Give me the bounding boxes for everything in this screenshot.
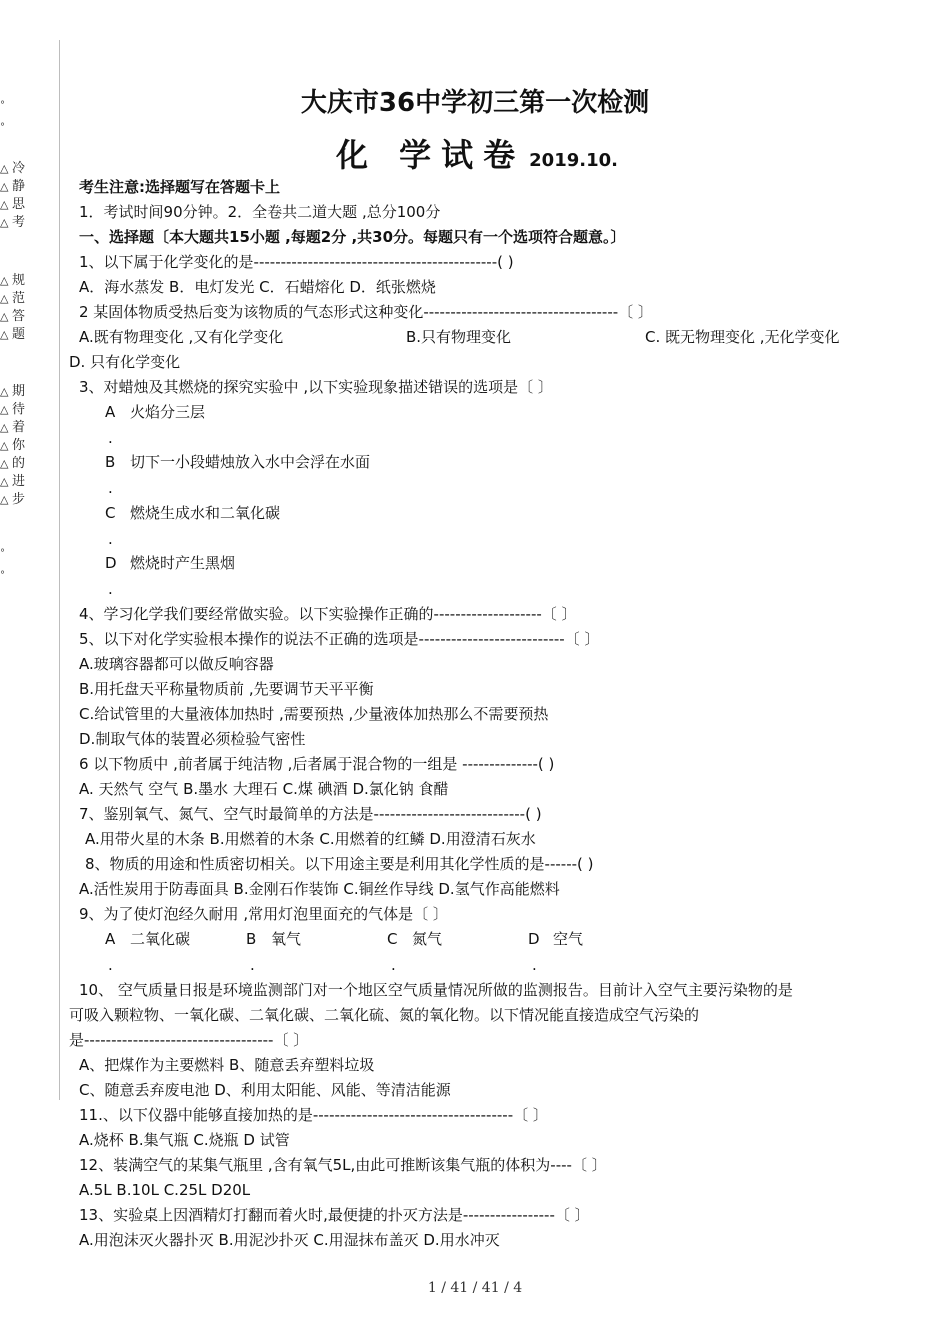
option-dot: . bbox=[391, 956, 396, 974]
sidebar-char: 范 bbox=[12, 291, 26, 306]
option-dot: . bbox=[108, 580, 113, 598]
sidebar-char: 着 bbox=[12, 420, 26, 435]
triangle-icon: △ bbox=[0, 162, 9, 175]
option-label: B bbox=[246, 930, 257, 948]
triangle-icon: △ bbox=[0, 310, 9, 323]
sidebar-dot: ° bbox=[0, 100, 5, 111]
question-stem-cont: 是-----------------------------------〔 〕 bbox=[69, 1031, 309, 1049]
option-text: 切下一小段蜡烛放入水中会浮在水面 bbox=[130, 453, 371, 471]
option-text: 燃烧生成水和二氧化碳 bbox=[130, 504, 281, 522]
sidebar-char: 考 bbox=[12, 215, 26, 230]
sidebar-char: 步 bbox=[12, 492, 26, 507]
question-stem: 4、学习化学我们要经常做实验。以下实验操作正确的--------------------〔 〕 bbox=[79, 605, 577, 623]
option-text: 火焰分三层 bbox=[130, 403, 206, 421]
option-dot: . bbox=[108, 956, 113, 974]
binding-margin-line bbox=[59, 40, 60, 1100]
question-options: A.5L B.10L C.25L D20L bbox=[79, 1181, 251, 1199]
option-label: A bbox=[105, 403, 116, 421]
sidebar-char: 答 bbox=[12, 309, 26, 324]
triangle-icon: △ bbox=[0, 403, 9, 416]
question-options: A. 天然气 空气 B.墨水 大理石 C.煤 碘酒 D.氯化钠 食醋 bbox=[79, 780, 449, 798]
option-dot: . bbox=[108, 429, 113, 447]
question-options: A.活性炭用于防毒面具 B.金刚石作装饰 C.铜丝作导线 D.氢气作高能燃料 bbox=[79, 880, 560, 898]
question-option: D.制取气体的装置必须检验气密性 bbox=[79, 730, 306, 748]
section-heading: 一、选择题〔本大题共15小题 ,每题2分 ,共30分。每题只有一个选项符合题意。〕 bbox=[79, 228, 626, 246]
question-options: A.用泡沫灭火器扑灭 B.用泥沙扑灭 C.用湿抹布盖灭 D.用水冲灭 bbox=[79, 1231, 500, 1249]
question-stem: 6 以下物质中 ,前者属于纯洁物 ,后者属于混合物的一组是 --------------( ) bbox=[79, 755, 555, 773]
option-dot: . bbox=[108, 530, 113, 548]
question-stem: 10、 空气质量日报是环境监测部门对一个地区空气质量情况所做的监测报告。目前计入空气主要污染物的是 bbox=[79, 981, 793, 999]
triangle-icon: △ bbox=[0, 328, 9, 341]
sidebar-char: 待 bbox=[12, 402, 26, 417]
triangle-icon: △ bbox=[0, 457, 9, 470]
sidebar-char: 期 bbox=[12, 384, 26, 399]
question-option: C. 既无物理变化 ,无化学变化 bbox=[645, 328, 840, 346]
notice-info: 1．考试时间90分钟。2．全卷共二道大题 ,总分100分 bbox=[79, 203, 441, 221]
question-option: B.用托盘天平称量物质前 ,先要调节天平平衡 bbox=[79, 680, 374, 698]
sidebar-char: 静 bbox=[12, 179, 26, 194]
sidebar-dot: ° bbox=[0, 548, 5, 559]
option-dot: . bbox=[532, 956, 537, 974]
triangle-icon: △ bbox=[0, 385, 9, 398]
question-options: A．海水蒸发 B．电灯发光 C．石蜡熔化 D．纸张燃烧 bbox=[79, 278, 436, 296]
question-stem-cont: 可吸入颗粒物、一氧化碳、二氧化碳、二氧化硫、氮的氧化物。以下情况能直接造成空气污染的 bbox=[69, 1006, 700, 1024]
triangle-icon: △ bbox=[0, 475, 9, 488]
page-number: 1 / 41 / 41 / 4 bbox=[427, 1280, 523, 1296]
question-options: A.用带火星的木条 B.用燃着的木条 C.用燃着的红鳞 D.用澄清石灰水 bbox=[85, 830, 536, 848]
question-stem: 5、以下对化学实验根本操作的说法不正确的选项是---------------------------〔 〕 bbox=[79, 630, 600, 648]
triangle-icon: △ bbox=[0, 439, 9, 452]
triangle-icon: △ bbox=[0, 180, 9, 193]
sidebar-dot: ° bbox=[0, 122, 5, 133]
triangle-icon: △ bbox=[0, 493, 9, 506]
sidebar-char: 冷 bbox=[12, 161, 26, 176]
exam-subtitle bbox=[336, 130, 618, 176]
triangle-icon: △ bbox=[0, 274, 9, 287]
subject-title: 化 学试卷 bbox=[336, 136, 526, 174]
sidebar-dot: ° bbox=[0, 570, 5, 581]
sidebar-char: 的 bbox=[12, 456, 26, 471]
option-label: C bbox=[105, 504, 116, 522]
sidebar-motto-2 bbox=[0, 272, 25, 344]
question-option: C.给试管里的大量液体加热时 ,需要预热 ,少量液体加热那么不需要预热 bbox=[79, 705, 549, 723]
exam-date: 2019.10. bbox=[529, 150, 618, 171]
option-label: A bbox=[105, 930, 116, 948]
sidebar-char: 规 bbox=[12, 273, 26, 288]
option-label: D bbox=[105, 554, 117, 572]
question-stem: 7、鉴别氧气、氮气、空气时最简单的方法是----------------------------( ) bbox=[79, 805, 542, 823]
notice-heading: 考生注意:选择题写在答题卡上 bbox=[79, 178, 280, 196]
question-options: A.烧杯 B.集气瓶 C.烧瓶 D 试管 bbox=[79, 1131, 290, 1149]
option-text: 二氧化碳 bbox=[130, 930, 191, 948]
option-text: 氮气 bbox=[412, 930, 443, 948]
question-stem: 1、以下属于化学变化的是---------------------------------------------( ) bbox=[79, 253, 514, 271]
option-label: C bbox=[387, 930, 398, 948]
option-label: B bbox=[105, 453, 116, 471]
question-option: A.玻璃容器都可以做反响容器 bbox=[79, 655, 274, 673]
sidebar-char: 题 bbox=[12, 327, 26, 342]
sidebar-char: 你 bbox=[12, 438, 26, 453]
option-dot: . bbox=[250, 956, 255, 974]
sidebar-motto-1 bbox=[0, 160, 25, 232]
triangle-icon: △ bbox=[0, 216, 9, 229]
option-text: 氧气 bbox=[271, 930, 302, 948]
question-stem: 2 某固体物质受热后变为该物质的气态形式这种变化------------------------------------〔 〕 bbox=[79, 303, 653, 321]
sidebar-motto-3 bbox=[0, 383, 25, 509]
triangle-icon: △ bbox=[0, 198, 9, 211]
triangle-icon: △ bbox=[0, 292, 9, 305]
option-text: 燃烧时产生黑烟 bbox=[130, 554, 236, 572]
question-option: B.只有物理变化 bbox=[406, 328, 512, 346]
option-label: D bbox=[528, 930, 540, 948]
question-stem: 3、对蜡烛及其燃烧的探究实验中 ,以下实验现象描述错误的选项是〔 〕 bbox=[79, 378, 553, 396]
exam-title: 大庆市36中学初三第一次检测 bbox=[300, 88, 650, 118]
question-option: A.既有物理变化 ,又有化学变化 bbox=[79, 328, 284, 346]
question-options: C、随意丢弃废电池 D、利用太阳能、风能、等清洁能源 bbox=[79, 1081, 451, 1099]
question-stem: 11.、以下仪器中能够直接加热的是-------------------------------------〔 〕 bbox=[79, 1106, 548, 1124]
option-dot: . bbox=[108, 479, 113, 497]
question-stem: 8、物质的用途和性质密切相关。以下用途主要是利用其化学性质的是------( ) bbox=[85, 855, 594, 873]
option-text: 空气 bbox=[553, 930, 584, 948]
sidebar-char: 进 bbox=[12, 474, 26, 489]
sidebar-char: 思 bbox=[12, 197, 26, 212]
question-options: A、把煤作为主要燃料 B、随意丢弃塑料垃圾 bbox=[79, 1056, 375, 1074]
question-stem: 9、为了使灯泡经久耐用 ,常用灯泡里面充的气体是〔 〕 bbox=[79, 905, 448, 923]
question-stem: 12、装满空气的某集气瓶里 ,含有氧气5L,由此可推断该集气瓶的体积为----〔 〕 bbox=[79, 1156, 607, 1174]
triangle-icon: △ bbox=[0, 421, 9, 434]
question-option: D. 只有化学变化 bbox=[69, 353, 181, 371]
question-stem: 13、实验桌上因酒精灯打翻而着火时,最便捷的扑灭方法是-----------------〔 〕 bbox=[79, 1206, 590, 1224]
